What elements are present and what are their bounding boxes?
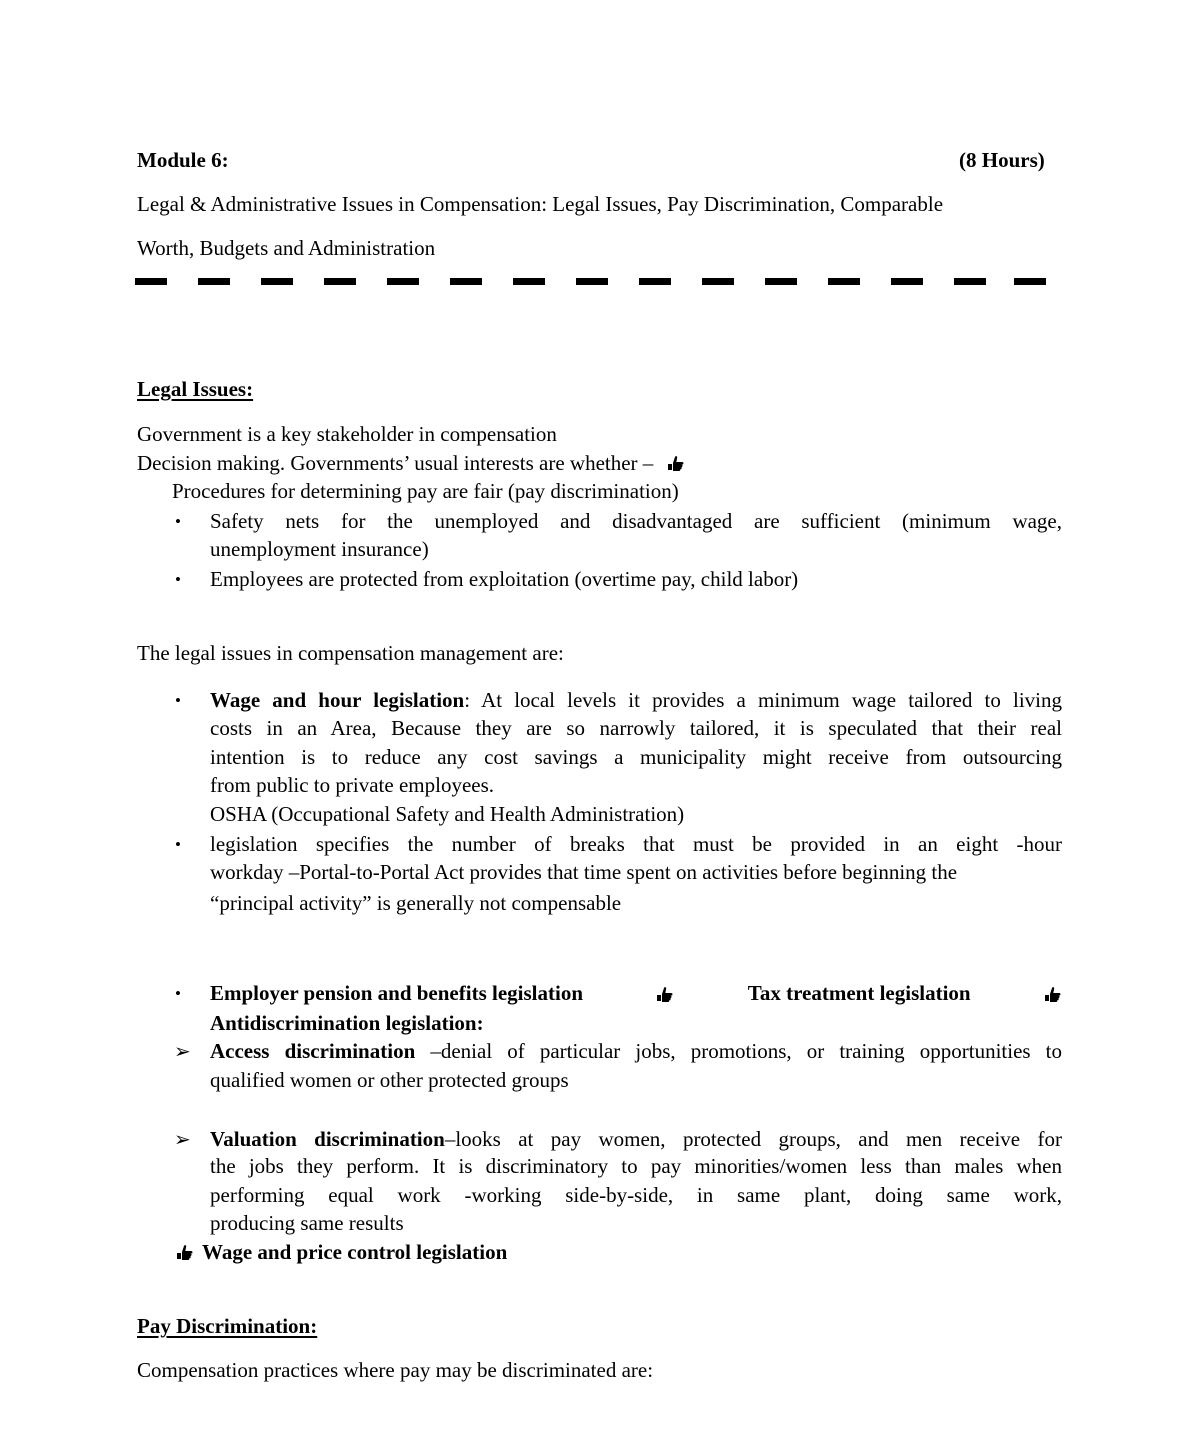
section-heading-pay-discrimination: Pay Discrimination:: [137, 1314, 318, 1338]
list-item: Employer pension and benefits legislation Tax treatment legislation: [210, 983, 1062, 1004]
module-hours: (8 Hours): [959, 148, 1045, 172]
paragraph: Procedures for determining pay are fair (pay discrimination): [172, 479, 679, 503]
list-item: Employees are protected from exploitation (overtime pay, child labor): [210, 567, 799, 591]
list-item: OSHA (Occupational Safety and Health Administration): [210, 802, 685, 826]
hand-pointer-icon: [1044, 986, 1062, 1002]
hand-pointer-icon: [656, 986, 674, 1002]
bullet-icon: •: [175, 512, 181, 531]
list-item: “principal activity” is generally not compensable: [210, 891, 622, 915]
list-item: producing same results: [210, 1211, 404, 1235]
bullet-icon: •: [175, 570, 181, 589]
module-subtitle-line1: Legal & Administrative Issues in Compensation: Legal Issues, Pay Discrimination, Comparable: [137, 192, 944, 216]
hand-pointer-icon: [667, 455, 685, 471]
section-heading-legal-issues: Legal Issues:: [137, 377, 254, 401]
list-item: Access discrimination –denial of particular jobs, promotions, or training opportunities to: [210, 1039, 1062, 1063]
list-item: performing equal work -working side-by-side, in same plant, doing same work,: [210, 1183, 1062, 1207]
arrow-bullet-icon: ➢: [174, 1041, 191, 1063]
bullet-icon: •: [175, 984, 181, 1003]
list-item: qualified women or other protected groups: [210, 1068, 569, 1092]
module-subtitle-line2: Worth, Budgets and Administration: [137, 236, 436, 260]
paragraph: Decision making. Governments’ usual interests are whether –: [137, 453, 685, 474]
list-item: intention is to reduce any cost savings a municipality might receive from outsourcing: [210, 745, 1062, 769]
bullet-icon: •: [175, 691, 181, 710]
list-item: costs in an Area, Because they are so narrowly tailored, it is speculated that their real: [210, 716, 1062, 740]
paragraph: The legal issues in compensation management are:: [137, 641, 564, 665]
list-item: from public to private employees.: [210, 773, 495, 797]
list-item: workday –Portal-to-Portal Act provides that time spent on activities before beginning the: [210, 860, 958, 884]
module-label: Module 6:: [137, 148, 229, 172]
list-item: legislation specifies the number of breaks that must be provided in an eight -hour: [210, 832, 1062, 856]
list-item: Safety nets for the unemployed and disadvantaged are sufficient (minimum wage,: [210, 509, 1062, 533]
arrow-bullet-icon: ➢: [174, 1129, 191, 1151]
list-item: Antidiscrimination legislation:: [210, 1011, 484, 1035]
paragraph: Compensation practices where pay may be discriminated are:: [137, 1358, 654, 1382]
bullet-icon: •: [175, 835, 181, 854]
list-item: Wage and hour legislation: At local levels it provides a minimum wage tailored to living: [210, 688, 1062, 712]
list-item: Valuation discrimination–looks at pay women, protected groups, and men receive for: [210, 1127, 1062, 1151]
list-item: unemployment insurance): [210, 537, 429, 561]
list-item: Wage and price control legislation: [176, 1242, 507, 1263]
list-item: the jobs they perform. It is discriminatory to pay minorities/women less than males when: [210, 1154, 1062, 1178]
paragraph: Government is a key stakeholder in compensation: [137, 422, 557, 446]
hand-pointer-icon: [176, 1244, 194, 1260]
